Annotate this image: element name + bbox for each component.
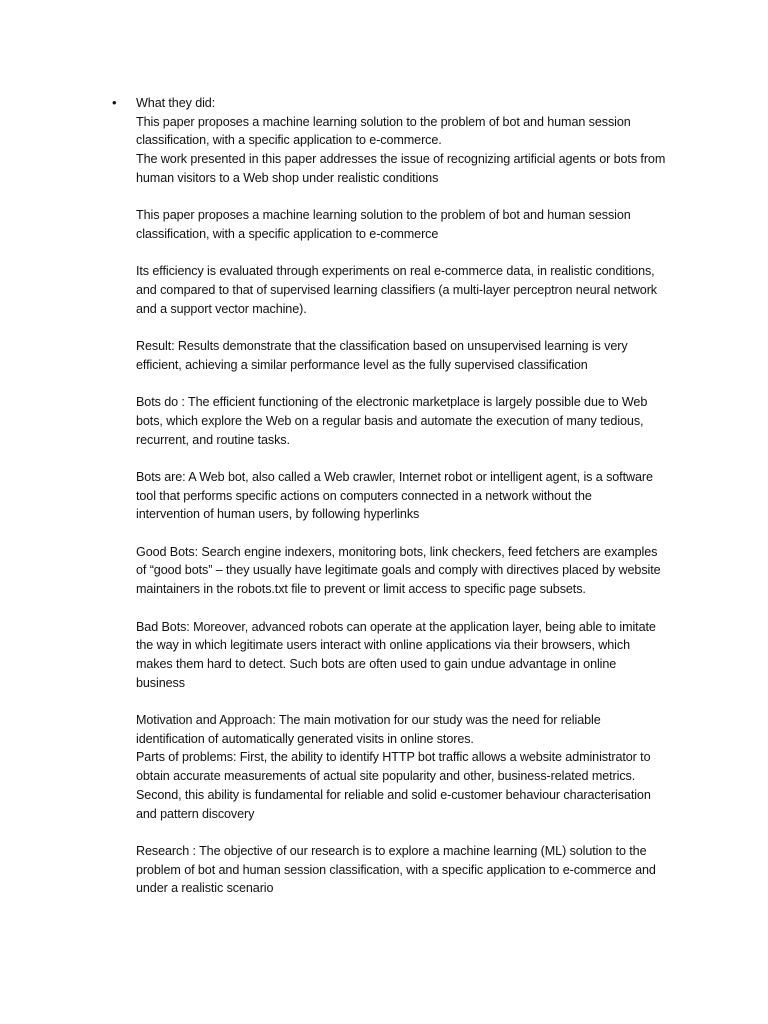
paragraph xyxy=(136,468,684,524)
paragraph-spacer xyxy=(136,823,684,842)
text-line: and a support vector machine). xyxy=(136,301,307,316)
paragraph xyxy=(136,618,684,693)
paragraph-spacer xyxy=(136,524,684,543)
paragraph-spacer xyxy=(136,375,684,394)
text-line: under a realistic scenario xyxy=(136,881,274,896)
text-line: Result: Results demonstrate that the classification based on unsupervised learning is very xyxy=(136,339,628,354)
text-line: and compared to that of supervised learning classifiers (a multi-layer perceptron neural network xyxy=(136,283,657,297)
text-line: Bad Bots: Moreover, advanced robots can operate at the application layer, being able to imitate xyxy=(136,619,656,634)
text-line: efficient, achieving a similar performance level as the fully supervised classification xyxy=(136,357,588,372)
text-line: and pattern discovery xyxy=(136,806,255,821)
text-line: This paper proposes a machine learning solution to the problem of bot and human session xyxy=(136,208,631,223)
paragraph xyxy=(136,711,684,823)
text-line: classification, with a specific application to e-commerce. xyxy=(136,133,442,148)
paragraph xyxy=(136,113,684,188)
text-line: business xyxy=(136,675,185,690)
paragraph-spacer xyxy=(136,449,684,468)
paragraph-spacer xyxy=(136,244,684,263)
text-line: Good Bots: Search engine indexers, monitoring bots, link checkers, feed fetchers are examples xyxy=(136,544,658,559)
text-line: Parts of problems: First, the ability to identify HTTP bot traffic allows a website administrator to xyxy=(136,750,651,765)
text-line: intervention of human users, by following hyperlinks xyxy=(136,507,420,522)
paragraph xyxy=(136,206,684,243)
paragraph-spacer xyxy=(136,692,684,711)
text-line: human visitors to a Web shop under realistic conditions xyxy=(136,170,439,185)
text-line: Its efficiency is evaluated through experiments on real e-commerce data, in realistic conditions, xyxy=(136,264,655,279)
paragraph xyxy=(136,337,684,374)
text-line: bots, which explore the Web on a regular basis and automate the execution of many tedious, xyxy=(136,413,644,428)
paragraph xyxy=(136,543,684,599)
paragraph xyxy=(136,842,684,898)
text-line: tool that performs specific actions on computers connected in a network without the xyxy=(136,488,592,503)
text-line: obtain accurate measurements of actual site popularity and other, business-related metrics. xyxy=(136,769,636,784)
section-heading: What they did: xyxy=(136,96,216,110)
paragraph-spacer xyxy=(136,599,684,618)
text-line: recurrent, and routine tasks. xyxy=(136,432,290,447)
text-line: Second, this ability is fundamental for reliable and solid e-customer behaviour characterisation xyxy=(136,787,651,802)
document-body xyxy=(136,94,684,898)
text-line: identification of automatically generated visits in online stores. xyxy=(136,731,474,746)
paragraph-spacer xyxy=(136,188,684,207)
text-line: Bots are: A Web bot, also called a Web crawler, Internet robot or intelligent agent, is a software xyxy=(136,469,653,484)
text-line: the way in which legitimate users interact with online applications via their browsers, which xyxy=(136,638,630,653)
paragraph xyxy=(136,393,684,449)
text-line: classification, with a specific application to e-commerce xyxy=(136,226,439,241)
text-line: This paper proposes a machine learning solution to the problem of bot and human session xyxy=(136,114,631,129)
text-line: problem of bot and human session classification, with a specific application to e-commerce and xyxy=(136,862,656,877)
paragraph xyxy=(136,262,684,318)
text-line: of “good bots” – they usually have legitimate goals and comply with directives placed by website xyxy=(136,563,661,578)
bullet-icon: • xyxy=(112,95,117,110)
text-line: Research : The objective of our research is to explore a machine learning (ML) solution to the xyxy=(136,843,647,858)
text-line: makes them hard to detect. Such bots are often used to gain undue advantage in online xyxy=(136,656,617,671)
text-line: The work presented in this paper addresses the issue of recognizing artificial agents or bots from xyxy=(136,152,666,167)
paragraph-spacer xyxy=(136,318,684,337)
text-line: maintainers in the robots.txt file to prevent or limit access to specific page subsets. xyxy=(136,582,586,597)
text-line: Bots do : The efficient functioning of the electronic marketplace is largely possible due to Web xyxy=(136,395,648,410)
text-line: Motivation and Approach: The main motivation for our study was the need for reliable xyxy=(136,713,601,728)
